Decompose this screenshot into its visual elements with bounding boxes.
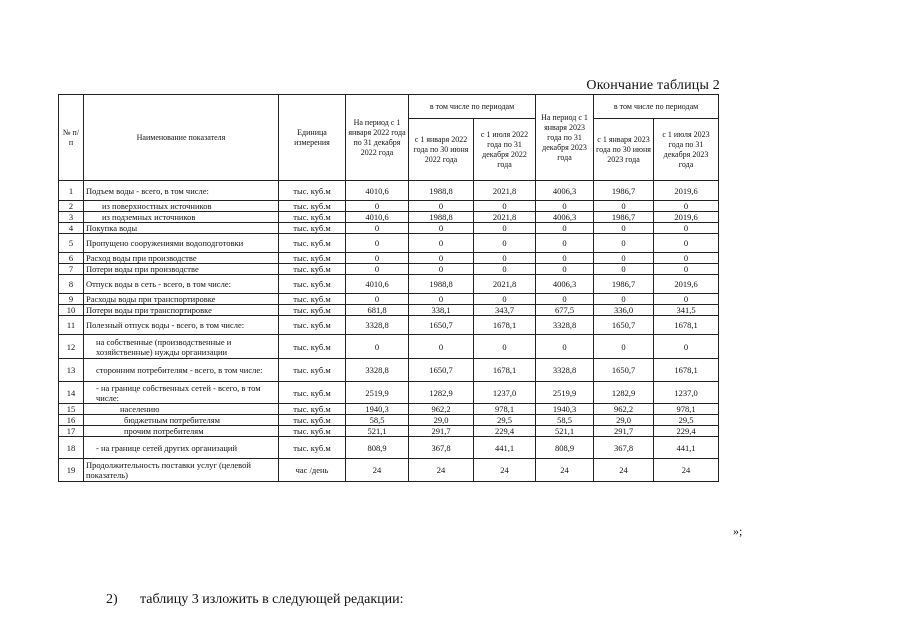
value-cell: 1282,9 [594, 382, 654, 404]
data-table [58, 94, 719, 482]
value-cell: 0 [409, 294, 474, 305]
value-cell: 0 [654, 294, 719, 305]
indicator-name: из поверхностных источников [84, 201, 279, 212]
value-cell: 343,7 [474, 305, 536, 316]
value-cell: 962,2 [594, 404, 654, 415]
value-cell: 521,1 [536, 426, 594, 437]
value-cell: 229,4 [474, 426, 536, 437]
value-cell: 29,0 [594, 415, 654, 426]
value-cell: 441,1 [654, 437, 719, 459]
indicator-name: Полезный отпуск воды - всего, в том числе: [84, 316, 279, 335]
indicator-name: Расход воды при производстве [84, 253, 279, 264]
indicator-name: прочим потребителям [84, 426, 279, 437]
row-number: 17 [59, 426, 84, 437]
value-cell: 0 [594, 264, 654, 275]
row-number: 11 [59, 316, 84, 335]
value-cell: 0 [346, 223, 409, 234]
row-number: 16 [59, 415, 84, 426]
value-cell: 3328,8 [346, 359, 409, 382]
table-row [59, 223, 719, 234]
row-number: 10 [59, 305, 84, 316]
value-cell: 336,0 [594, 305, 654, 316]
value-cell: 0 [594, 234, 654, 253]
unit-cell: час /день [279, 459, 346, 482]
table-row [59, 212, 719, 223]
indicator-name: Покупка воды [84, 223, 279, 234]
value-cell: 0 [474, 234, 536, 253]
table-header [59, 95, 719, 181]
value-cell: 0 [474, 294, 536, 305]
value-cell: 0 [536, 234, 594, 253]
value-cell: 24 [654, 459, 719, 482]
value-cell: 58,5 [536, 415, 594, 426]
paragraph-text: таблицу 3 изложить в следующей редакции: [140, 592, 404, 607]
indicator-name: сторонним потребителям - всего, в том числе: [84, 359, 279, 382]
value-cell: 338,1 [409, 305, 474, 316]
value-cell: 4010,6 [346, 181, 409, 201]
table-row [59, 426, 719, 437]
value-cell: 0 [654, 223, 719, 234]
value-cell: 1237,0 [474, 382, 536, 404]
value-cell: 1940,3 [346, 404, 409, 415]
value-cell: 1986,7 [594, 212, 654, 223]
indicator-name: Отпуск воды в сеть - всего, в том числе: [84, 275, 279, 294]
value-cell: 0 [346, 335, 409, 359]
unit-cell: тыс. куб.м [279, 382, 346, 404]
value-cell: 0 [654, 335, 719, 359]
value-cell: 4010,6 [346, 275, 409, 294]
value-cell: 0 [654, 264, 719, 275]
table-row [59, 437, 719, 459]
indicator-name: Продолжительность поставки услуг (целевой показатель) [84, 459, 279, 482]
unit-cell: тыс. куб.м [279, 212, 346, 223]
value-cell: 0 [346, 234, 409, 253]
table-row [59, 316, 719, 335]
table-row [59, 181, 719, 201]
value-cell: 24 [474, 459, 536, 482]
table-row [59, 359, 719, 382]
value-cell: 1678,1 [474, 359, 536, 382]
amendment-paragraph [106, 592, 404, 608]
unit-cell: тыс. куб.м [279, 335, 346, 359]
value-cell: 0 [474, 223, 536, 234]
value-cell: 0 [409, 264, 474, 275]
value-cell: 0 [536, 335, 594, 359]
value-cell: 0 [536, 294, 594, 305]
value-cell: 0 [474, 201, 536, 212]
value-cell: 291,7 [594, 426, 654, 437]
value-cell: 521,1 [346, 426, 409, 437]
table-row [59, 275, 719, 294]
value-cell: 0 [594, 294, 654, 305]
table-body [59, 181, 719, 482]
value-cell: 0 [536, 264, 594, 275]
value-cell: 0 [346, 201, 409, 212]
value-cell: 2519,9 [536, 382, 594, 404]
value-cell: 0 [536, 253, 594, 264]
value-cell: 0 [474, 253, 536, 264]
value-cell: 1940,3 [536, 404, 594, 415]
value-cell: 0 [346, 264, 409, 275]
header-name: Наименование показателя [84, 95, 279, 181]
unit-cell: тыс. куб.м [279, 316, 346, 335]
value-cell: 1988,8 [409, 212, 474, 223]
value-cell: 1678,1 [474, 316, 536, 335]
table-row [59, 305, 719, 316]
value-cell: 978,1 [654, 404, 719, 415]
value-cell: 677,5 [536, 305, 594, 316]
value-cell: 291,7 [409, 426, 474, 437]
value-cell: 1986,7 [594, 181, 654, 201]
value-cell: 0 [654, 201, 719, 212]
unit-cell: тыс. куб.м [279, 201, 346, 212]
value-cell: 1650,7 [594, 359, 654, 382]
value-cell: 4006,3 [536, 212, 594, 223]
unit-cell: тыс. куб.м [279, 437, 346, 459]
value-cell: 29,5 [654, 415, 719, 426]
indicator-name: на собственные (производственные и хозяйственные) нужды организации [84, 335, 279, 359]
table-row [59, 234, 719, 253]
value-cell: 808,9 [536, 437, 594, 459]
value-cell: 0 [654, 234, 719, 253]
value-cell: 58,5 [346, 415, 409, 426]
value-cell: 1988,8 [409, 181, 474, 201]
value-cell: 978,1 [474, 404, 536, 415]
row-number: 6 [59, 253, 84, 264]
value-cell: 0 [594, 223, 654, 234]
value-cell: 2021,8 [474, 181, 536, 201]
unit-cell: тыс. куб.м [279, 234, 346, 253]
value-cell: 229,4 [654, 426, 719, 437]
value-cell: 367,8 [409, 437, 474, 459]
table-row [59, 404, 719, 415]
value-cell: 367,8 [594, 437, 654, 459]
value-cell: 0 [474, 335, 536, 359]
table-row [59, 335, 719, 359]
table-row [59, 264, 719, 275]
value-cell: 0 [409, 253, 474, 264]
header-2022-h1: с 1 января 2022 года по 30 июня 2022 года [409, 119, 474, 181]
value-cell: 441,1 [474, 437, 536, 459]
value-cell: 29,0 [409, 415, 474, 426]
value-cell: 29,5 [474, 415, 536, 426]
unit-cell: тыс. куб.м [279, 294, 346, 305]
value-cell: 0 [409, 335, 474, 359]
value-cell: 2019,6 [654, 212, 719, 223]
closing-quote: »; [733, 524, 743, 538]
row-number: 14 [59, 382, 84, 404]
value-cell: 4010,6 [346, 212, 409, 223]
header-period-2022: На период с 1 января 2022 года по 31 декабря 2022 года [346, 95, 409, 181]
indicator-name: Потери воды при производстве [84, 264, 279, 275]
table-row [59, 459, 719, 482]
row-number: 3 [59, 212, 84, 223]
row-number: 4 [59, 223, 84, 234]
indicator-name: Потери воды при транспортировке [84, 305, 279, 316]
indicator-name: из подземных источников [84, 212, 279, 223]
value-cell: 24 [594, 459, 654, 482]
value-cell: 0 [594, 335, 654, 359]
value-cell: 24 [409, 459, 474, 482]
value-cell: 3328,8 [346, 316, 409, 335]
value-cell: 24 [536, 459, 594, 482]
row-number: 18 [59, 437, 84, 459]
indicator-name: Пропущено сооружениями водоподготовки [84, 234, 279, 253]
unit-cell: тыс. куб.м [279, 275, 346, 294]
unit-cell: тыс. куб.м [279, 415, 346, 426]
paragraph-number: 2) [106, 592, 118, 607]
row-number: 2 [59, 201, 84, 212]
value-cell: 24 [346, 459, 409, 482]
value-cell: 0 [409, 201, 474, 212]
indicator-name: Расходы воды при транспортировке [84, 294, 279, 305]
row-number: 12 [59, 335, 84, 359]
value-cell: 0 [594, 201, 654, 212]
value-cell: 1988,8 [409, 275, 474, 294]
row-number: 15 [59, 404, 84, 415]
header-incl-2022: в том числе по периодам [409, 95, 536, 119]
row-number: 9 [59, 294, 84, 305]
indicator-name: - на границе собственных сетей - всего, в том числе: [84, 382, 279, 404]
header-num: № п/п [59, 95, 84, 181]
row-number: 19 [59, 459, 84, 482]
header-period-2023: На период с 1 января 2023 года по 31 декабря 2023 года [536, 95, 594, 181]
value-cell: 1650,7 [594, 316, 654, 335]
unit-cell: тыс. куб.м [279, 359, 346, 382]
unit-cell: тыс. куб.м [279, 264, 346, 275]
value-cell: 1678,1 [654, 359, 719, 382]
value-cell: 3328,8 [536, 316, 594, 335]
table-row [59, 382, 719, 404]
value-cell: 1678,1 [654, 316, 719, 335]
value-cell: 2019,6 [654, 181, 719, 201]
value-cell: 681,8 [346, 305, 409, 316]
value-cell: 0 [594, 253, 654, 264]
value-cell: 341,5 [654, 305, 719, 316]
value-cell: 0 [409, 234, 474, 253]
value-cell: 4006,3 [536, 181, 594, 201]
value-cell: 962,2 [409, 404, 474, 415]
header-unit: Единица измерения [279, 95, 346, 181]
value-cell: 0 [346, 253, 409, 264]
table-row [59, 294, 719, 305]
unit-cell: тыс. куб.м [279, 223, 346, 234]
value-cell: 0 [536, 201, 594, 212]
value-cell: 2019,6 [654, 275, 719, 294]
table-row [59, 253, 719, 264]
value-cell: 2519,9 [346, 382, 409, 404]
value-cell: 3328,8 [536, 359, 594, 382]
value-cell: 0 [346, 294, 409, 305]
value-cell: 0 [654, 253, 719, 264]
value-cell: 0 [474, 264, 536, 275]
value-cell: 1986,7 [594, 275, 654, 294]
indicator-name: - на границе сетей других организаций [84, 437, 279, 459]
value-cell: 1650,7 [409, 316, 474, 335]
value-cell: 1650,7 [409, 359, 474, 382]
row-number: 5 [59, 234, 84, 253]
value-cell: 2021,8 [474, 275, 536, 294]
unit-cell: тыс. куб.м [279, 181, 346, 201]
row-number: 8 [59, 275, 84, 294]
header-2023-h2: с 1 июля 2023 года по 31 декабря 2023 года [654, 119, 719, 181]
value-cell: 2021,8 [474, 212, 536, 223]
header-incl-2023: в том числе по периодам [594, 95, 719, 119]
value-cell: 4006,3 [536, 275, 594, 294]
value-cell: 0 [409, 223, 474, 234]
table-caption: Окончание таблицы 2 [586, 78, 720, 93]
unit-cell: тыс. куб.м [279, 426, 346, 437]
value-cell: 1282,9 [409, 382, 474, 404]
value-cell: 0 [536, 223, 594, 234]
indicator-name: Подъем воды - всего, в том числе: [84, 181, 279, 201]
row-number: 1 [59, 181, 84, 201]
unit-cell: тыс. куб.м [279, 404, 346, 415]
value-cell: 1237,0 [654, 382, 719, 404]
value-cell: 808,9 [346, 437, 409, 459]
row-number: 7 [59, 264, 84, 275]
unit-cell: тыс. куб.м [279, 253, 346, 264]
table-row [59, 415, 719, 426]
table-row [59, 201, 719, 212]
header-2022-h2: с 1 июля 2022 года по 31 декабря 2022 года [474, 119, 536, 181]
row-number: 13 [59, 359, 84, 382]
header-2023-h1: с 1 января 2023 года по 30 июня 2023 года [594, 119, 654, 181]
indicator-name: бюджетным потребителям [84, 415, 279, 426]
indicator-name: населению [84, 404, 279, 415]
unit-cell: тыс. куб.м [279, 305, 346, 316]
